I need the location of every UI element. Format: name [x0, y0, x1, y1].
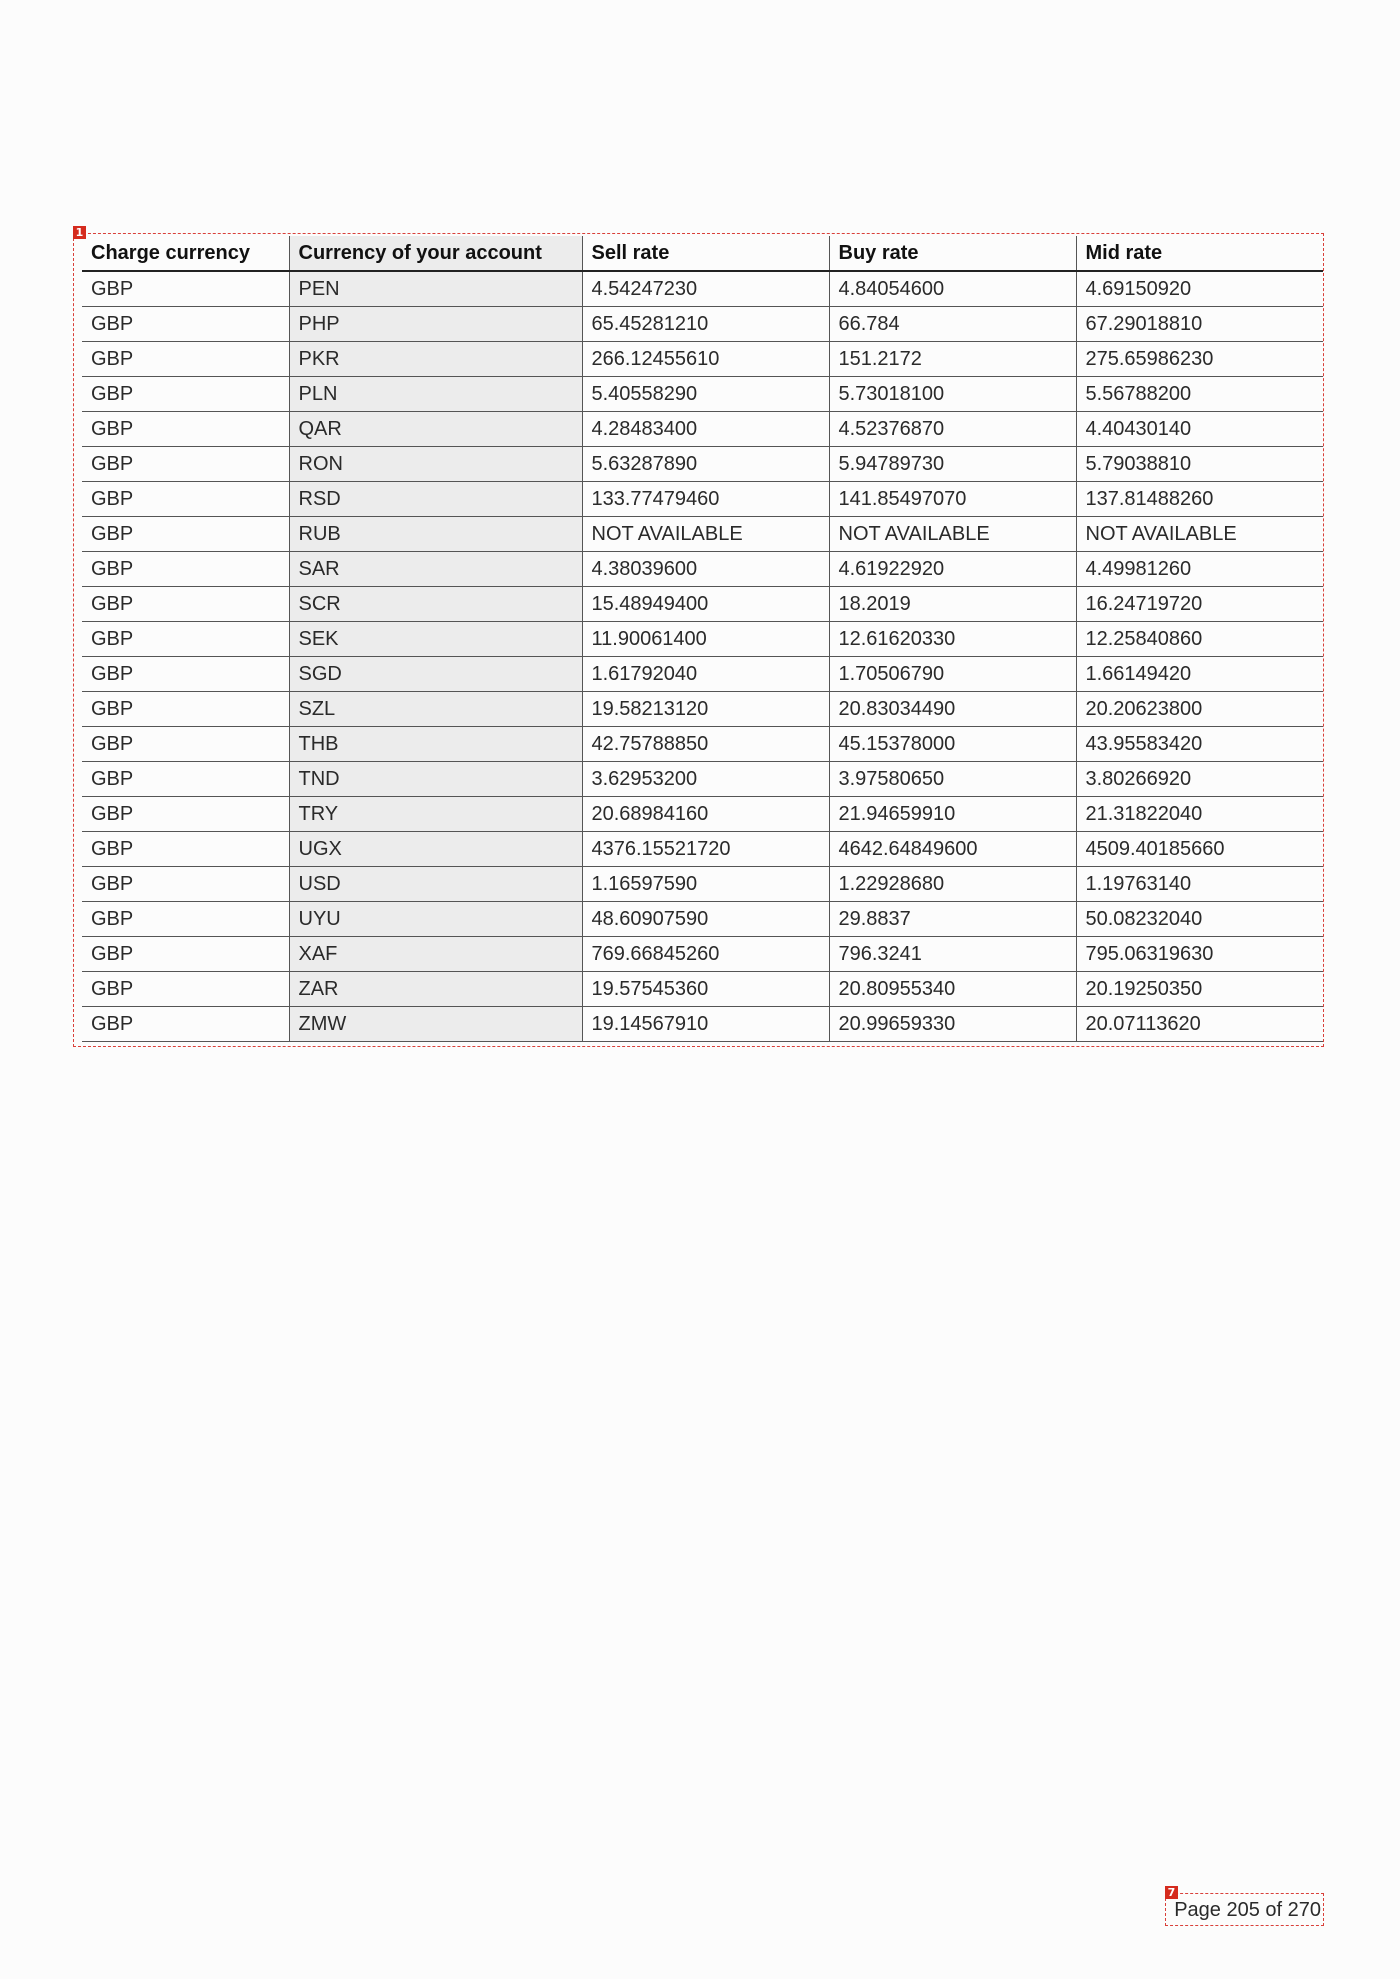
buy-rate-cell: NOT AVAILABLE: [829, 517, 1076, 552]
charge-currency-cell: GBP: [82, 377, 289, 412]
buy-rate-cell: 141.85497070: [829, 482, 1076, 517]
buy-rate-cell: 3.97580650: [829, 762, 1076, 797]
header-sell-rate: Sell rate: [582, 236, 829, 271]
sell-rate-cell: 769.66845260: [582, 937, 829, 972]
mid-rate-cell: 4.40430140: [1076, 412, 1323, 447]
buy-rate-cell: 45.15378000: [829, 727, 1076, 762]
account-currency-cell: SAR: [289, 552, 582, 587]
account-currency-cell: PHP: [289, 307, 582, 342]
charge-currency-cell: GBP: [82, 762, 289, 797]
charge-currency-cell: GBP: [82, 797, 289, 832]
mid-rate-cell: 16.24719720: [1076, 587, 1323, 622]
buy-rate-cell: 4642.64849600: [829, 832, 1076, 867]
account-currency-cell: SGD: [289, 657, 582, 692]
sell-rate-cell: 19.58213120: [582, 692, 829, 727]
exchange-rates-table: [82, 236, 1323, 1042]
account-currency-cell: XAF: [289, 937, 582, 972]
buy-rate-cell: 4.84054600: [829, 271, 1076, 307]
mid-rate-cell: 1.66149420: [1076, 657, 1323, 692]
sell-rate-cell: NOT AVAILABLE: [582, 517, 829, 552]
charge-currency-cell: GBP: [82, 657, 289, 692]
sell-rate-cell: 1.16597590: [582, 867, 829, 902]
mid-rate-cell: 20.19250350: [1076, 972, 1323, 1007]
table-row: [82, 517, 1323, 552]
buy-rate-cell: 18.2019: [829, 587, 1076, 622]
account-currency-cell: SEK: [289, 622, 582, 657]
page-number: Page 205 of 270: [1174, 1899, 1321, 1921]
table-header-row: [82, 236, 1323, 271]
account-currency-cell: ZAR: [289, 972, 582, 1007]
account-currency-cell: SCR: [289, 587, 582, 622]
mid-rate-cell: 43.95583420: [1076, 727, 1323, 762]
sell-rate-cell: 1.61792040: [582, 657, 829, 692]
charge-currency-cell: GBP: [82, 517, 289, 552]
sell-rate-cell: 4.38039600: [582, 552, 829, 587]
charge-currency-cell: GBP: [82, 342, 289, 377]
sell-rate-cell: 3.62953200: [582, 762, 829, 797]
table-row: [82, 377, 1323, 412]
account-currency-cell: PLN: [289, 377, 582, 412]
account-currency-cell: QAR: [289, 412, 582, 447]
table-row: [82, 412, 1323, 447]
table-row: [82, 797, 1323, 832]
account-currency-cell: ZMW: [289, 1007, 582, 1042]
buy-rate-cell: 20.83034490: [829, 692, 1076, 727]
table-row: [82, 727, 1323, 762]
account-currency-cell: PEN: [289, 271, 582, 307]
sell-rate-cell: 5.40558290: [582, 377, 829, 412]
sell-rate-cell: 19.57545360: [582, 972, 829, 1007]
mid-rate-cell: 21.31822040: [1076, 797, 1323, 832]
mid-rate-cell: 20.07113620: [1076, 1007, 1323, 1042]
table-row: [82, 552, 1323, 587]
sell-rate-cell: 20.68984160: [582, 797, 829, 832]
table-row: [82, 867, 1323, 902]
sell-rate-cell: 11.90061400: [582, 622, 829, 657]
sell-rate-cell: 5.63287890: [582, 447, 829, 482]
sell-rate-cell: 48.60907590: [582, 902, 829, 937]
sell-rate-cell: 133.77479460: [582, 482, 829, 517]
buy-rate-cell: 66.784: [829, 307, 1076, 342]
account-currency-cell: USD: [289, 867, 582, 902]
table-row: [82, 692, 1323, 727]
mid-rate-cell: 67.29018810: [1076, 307, 1323, 342]
mid-rate-cell: 3.80266920: [1076, 762, 1323, 797]
sell-rate-cell: 4.54247230: [582, 271, 829, 307]
mid-rate-cell: 12.25840860: [1076, 622, 1323, 657]
charge-currency-cell: GBP: [82, 587, 289, 622]
charge-currency-cell: GBP: [82, 972, 289, 1007]
table-row: [82, 832, 1323, 867]
buy-rate-cell: 4.52376870: [829, 412, 1076, 447]
buy-rate-cell: 5.73018100: [829, 377, 1076, 412]
charge-currency-cell: GBP: [82, 867, 289, 902]
account-currency-cell: RSD: [289, 482, 582, 517]
sell-rate-cell: 266.12455610: [582, 342, 829, 377]
account-currency-cell: TRY: [289, 797, 582, 832]
table-row: [82, 307, 1323, 342]
charge-currency-cell: GBP: [82, 307, 289, 342]
charge-currency-cell: GBP: [82, 937, 289, 972]
buy-rate-cell: 1.70506790: [829, 657, 1076, 692]
buy-rate-cell: 20.99659330: [829, 1007, 1076, 1042]
table-row: [82, 1007, 1323, 1042]
mid-rate-cell: 1.19763140: [1076, 867, 1323, 902]
header-charge-currency: Charge currency: [82, 236, 289, 271]
mid-rate-cell: NOT AVAILABLE: [1076, 517, 1323, 552]
mid-rate-cell: 50.08232040: [1076, 902, 1323, 937]
table-row: [82, 937, 1323, 972]
charge-currency-cell: GBP: [82, 692, 289, 727]
mid-rate-cell: 795.06319630: [1076, 937, 1323, 972]
account-currency-cell: SZL: [289, 692, 582, 727]
table-row: [82, 972, 1323, 1007]
buy-rate-cell: 796.3241: [829, 937, 1076, 972]
sell-rate-cell: 42.75788850: [582, 727, 829, 762]
table-row: [82, 482, 1323, 517]
table-row: [82, 902, 1323, 937]
table-row: [82, 657, 1323, 692]
table-body: [82, 271, 1323, 1042]
account-currency-cell: UYU: [289, 902, 582, 937]
account-currency-cell: TND: [289, 762, 582, 797]
header-account-currency: Currency of your account: [289, 236, 582, 271]
account-currency-cell: THB: [289, 727, 582, 762]
sell-rate-cell: 4.28483400: [582, 412, 829, 447]
buy-rate-cell: 29.8837: [829, 902, 1076, 937]
sell-rate-cell: 15.48949400: [582, 587, 829, 622]
footer-region: [1165, 1886, 1324, 1926]
buy-rate-cell: 12.61620330: [829, 622, 1076, 657]
charge-currency-cell: GBP: [82, 271, 289, 307]
mid-rate-cell: 275.65986230: [1076, 342, 1323, 377]
sell-rate-cell: 4376.15521720: [582, 832, 829, 867]
account-currency-cell: RUB: [289, 517, 582, 552]
charge-currency-cell: GBP: [82, 482, 289, 517]
account-currency-cell: RON: [289, 447, 582, 482]
mid-rate-cell: 137.81488260: [1076, 482, 1323, 517]
buy-rate-cell: 4.61922920: [829, 552, 1076, 587]
table-row: [82, 271, 1323, 307]
charge-currency-cell: GBP: [82, 902, 289, 937]
buy-rate-cell: 21.94659910: [829, 797, 1076, 832]
rates-table-region: [73, 226, 1324, 1047]
sell-rate-cell: 19.14567910: [582, 1007, 829, 1042]
region-badge: 1: [73, 226, 86, 239]
buy-rate-cell: 1.22928680: [829, 867, 1076, 902]
mid-rate-cell: 5.56788200: [1076, 377, 1323, 412]
mid-rate-cell: 4509.40185660: [1076, 832, 1323, 867]
header-mid-rate: Mid rate: [1076, 236, 1323, 271]
account-currency-cell: UGX: [289, 832, 582, 867]
table-row: [82, 587, 1323, 622]
table-row: [82, 622, 1323, 657]
table-row: [82, 447, 1323, 482]
header-buy-rate: Buy rate: [829, 236, 1076, 271]
table-row: [82, 762, 1323, 797]
buy-rate-cell: 151.2172: [829, 342, 1076, 377]
account-currency-cell: PKR: [289, 342, 582, 377]
table-row: [82, 342, 1323, 377]
mid-rate-cell: 5.79038810: [1076, 447, 1323, 482]
buy-rate-cell: 20.80955340: [829, 972, 1076, 1007]
mid-rate-cell: 4.69150920: [1076, 271, 1323, 307]
charge-currency-cell: GBP: [82, 832, 289, 867]
sell-rate-cell: 65.45281210: [582, 307, 829, 342]
charge-currency-cell: GBP: [82, 1007, 289, 1042]
charge-currency-cell: GBP: [82, 622, 289, 657]
region-badge: 7: [1165, 1886, 1178, 1899]
charge-currency-cell: GBP: [82, 727, 289, 762]
buy-rate-cell: 5.94789730: [829, 447, 1076, 482]
charge-currency-cell: GBP: [82, 412, 289, 447]
charge-currency-cell: GBP: [82, 552, 289, 587]
mid-rate-cell: 4.49981260: [1076, 552, 1323, 587]
mid-rate-cell: 20.20623800: [1076, 692, 1323, 727]
charge-currency-cell: GBP: [82, 447, 289, 482]
